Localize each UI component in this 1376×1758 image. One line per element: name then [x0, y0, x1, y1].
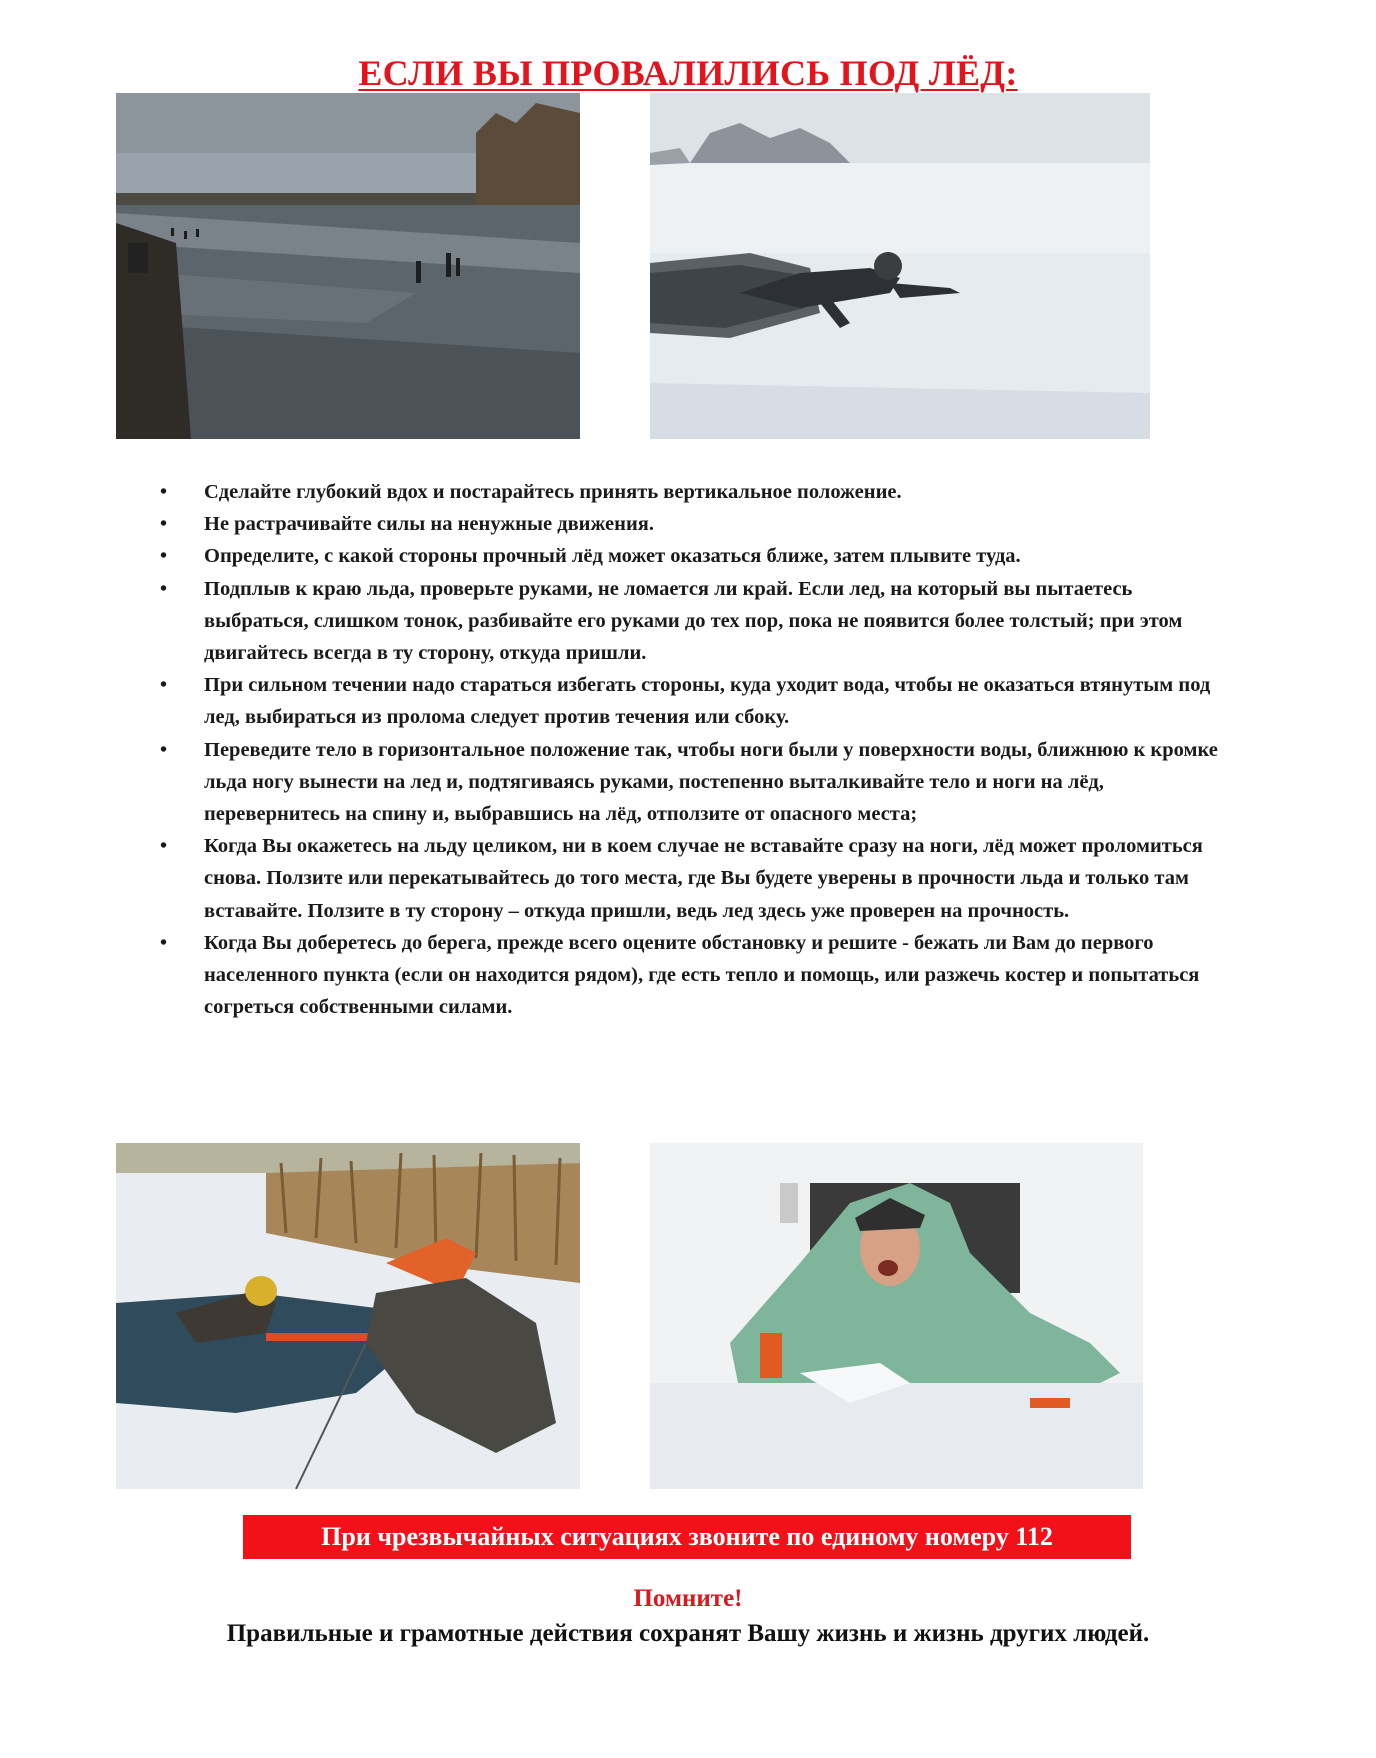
- list-item: [160, 927, 1240, 1024]
- bullet: •: [160, 481, 168, 503]
- tip-text: Когда Вы окажетесь на льду целиком, ни в коем случае не вставайте сразу на ноги, лёд может проломиться снова. Ползите или перекатывайтесь до того места, где Вы будете уверены в прочности льда и только там вставайте. Ползите в ту сторону – откуда пришли, ведь лед здесь уже проверен на прочность.: [204, 835, 1203, 922]
- photo-river-ice: [116, 93, 580, 439]
- photo-ice-rescue: [116, 1143, 580, 1489]
- list-item: [160, 540, 1240, 572]
- tip-text: Подплыв к краю льда, проверьте руками, не ломается ли край. Если лед, на который вы пытаетесь выбраться, слишком тонок, разбивайте его руками до тех пор, пока не появится более толстый; при этом двигайтесь всегда в ту сторону, откуда пришли.: [204, 577, 1183, 665]
- list-item: [160, 476, 1240, 508]
- list-item: [160, 830, 1240, 927]
- tip-text: Определите, с какой стороны прочный лёд может оказаться ближе, затем плывите туда.: [204, 545, 1021, 568]
- bullet: •: [160, 577, 168, 600]
- remember-heading: Помните!: [633, 1585, 743, 1612]
- tip-text: Сделайте глубокий вдох и постарайтесь принять вертикальное положение.: [204, 481, 902, 503]
- bullet: •: [160, 835, 168, 858]
- tip-text: Переведите тело в горизонтальное положение так, чтобы ноги были у поверхности воды, ближнюю к кромке льда ногу вынести на лед и, подтягиваясь руками, постепенно выталкивайте тело и ноги на лёд, перевернитесь на спину и, выбравшись на лёд, отползите от опасного места;: [204, 738, 1218, 826]
- closing-statement: Правильные и грамотные действия сохранят Вашу жизнь и жизнь других людей.: [226, 1620, 1150, 1647]
- tip-text: Когда Вы доберетесь до берега, прежде всего оцените обстановку и решите - бежать ли Вам до первого населенного пункта (если он находится рядом), где есть тепло и помощь, или разжечь костер и попытаться согреться собственными силами.: [204, 931, 1200, 1019]
- bullet: •: [160, 513, 168, 536]
- photo-man-at-ice-hole: [650, 93, 1150, 439]
- list-item: [160, 669, 1240, 733]
- list-item: [160, 573, 1240, 670]
- bullet: •: [160, 545, 168, 568]
- tip-text: Не растрачивайте силы на ненужные движения.: [204, 513, 654, 536]
- list-item: [160, 734, 1240, 831]
- bullet: •: [160, 674, 168, 697]
- safety-tips-list: [160, 476, 1240, 1023]
- page-title: ЕСЛИ ВЫ ПРОВАЛИЛИСЬ ПОД ЛЁД:: [358, 53, 1018, 93]
- emergency-banner: При чрезвычайных ситуациях звоните по единому номеру 112: [243, 1515, 1131, 1559]
- photo-man-in-ice-water: [650, 1143, 1143, 1489]
- bullet: •: [160, 931, 168, 954]
- tip-text: При сильном течении надо стараться избегать стороны, куда уходит вода, чтобы не оказаться втянутым под лед, выбираться из пролома следует против течения или сбоку.: [204, 674, 1211, 729]
- list-item: [160, 508, 1240, 540]
- bullet: •: [160, 738, 168, 761]
